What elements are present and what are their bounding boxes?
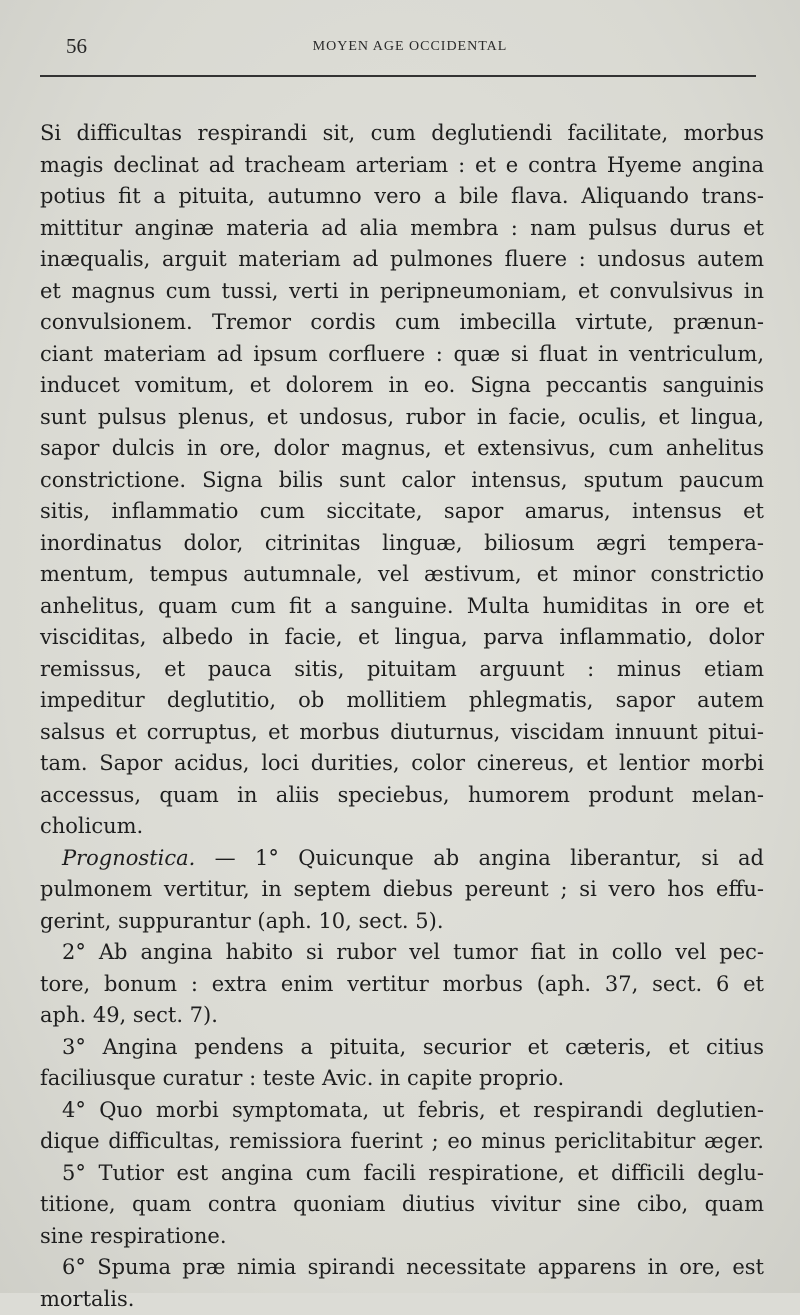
text-line: Si difficultas respirandi sit, cum deglutiendi facilitate, morbus <box>40 118 764 150</box>
paragraph <box>40 1095 764 1158</box>
text-line: mittitur anginæ materia ad alia membra : nam pulsus durus et <box>40 213 764 245</box>
paragraph <box>40 1158 764 1253</box>
text-line: tam. Sapor acidus, loci durities, color cinereus, et lentior morbi <box>40 748 764 780</box>
text-line: inæqualis, arguit materiam ad pulmones fluere : undosus autem <box>40 244 764 276</box>
paragraph <box>40 1252 764 1315</box>
text-line: inordinatus dolor, citrinitas linguæ, biliosum ægri tempera- <box>40 528 764 560</box>
header-rule <box>40 75 756 77</box>
text-run: — 1° Quicunque ab angina liberantur, si ad <box>195 846 764 870</box>
text-line: titione, quam contra quoniam diutius vivitur sine cibo, quam <box>40 1189 764 1221</box>
text-line: inducet vomitum, et dolorem in eo. Signa peccantis sanguinis <box>40 370 764 402</box>
text-line: sunt pulsus plenus, et undosus, rubor in facie, oculis, et lingua, <box>40 402 764 434</box>
text-line: sapor dulcis in ore, dolor magnus, et extensivus, cum anhelitus <box>40 433 764 465</box>
text-line: pulmonem vertitur, in septem diebus pereunt ; si vero hos effu- <box>40 874 764 906</box>
text-line: 2° Ab angina habito si rubor vel tumor fiat in collo vel pec- <box>40 937 764 969</box>
paragraph <box>40 1032 764 1095</box>
text-line: 3° Angina pendens a pituita, securior et cæteris, et citius <box>40 1032 764 1064</box>
paragraph <box>40 843 764 938</box>
text-line: potius fit a pituita, autumno vero a bile flava. Aliquando trans- <box>40 181 764 213</box>
page-number: 56 <box>66 34 87 59</box>
page-body <box>40 118 764 1315</box>
text-line: impeditur deglutitio, ob mollitiem phlegmatis, sapor autem <box>40 685 764 717</box>
text-line: constrictione. Signa bilis sunt calor intensus, sputum paucum <box>40 465 764 497</box>
text-line: sine respiratione. <box>40 1221 764 1253</box>
running-head: MOYEN AGE OCCIDENTAL <box>40 39 756 55</box>
text-line: faciliusque curatur : teste Avic. in capite proprio. <box>40 1063 764 1095</box>
text-line: 4° Quo morbi symptomata, ut febris, et respirandi deglutien- <box>40 1095 764 1127</box>
text-line: 6° Spuma præ nimia spirandi necessitate apparens in ore, est <box>40 1252 764 1284</box>
text-line: tore, bonum : extra enim vertitur morbus (aph. 37, sect. 6 et <box>40 969 764 1001</box>
text-line: 5° Tutior est angina cum facili respiratione, et difficili deglu- <box>40 1158 764 1190</box>
text-line: ciant materiam ad ipsum corfluere : quæ si fluat in ventriculum, <box>40 339 764 371</box>
text-line: cholicum. <box>40 811 764 843</box>
text-line: accessus, quam in aliis speciebus, humorem produnt melan- <box>40 780 764 812</box>
text-line: mentum, tempus autumnale, vel æstivum, et minor constrictio <box>40 559 764 591</box>
text-line: et magnus cum tussi, verti in peripneumoniam, et convulsivus in <box>40 276 764 308</box>
paragraph <box>40 118 764 843</box>
text-line: anhelitus, quam cum fit a sanguine. Multa humiditas in ore et <box>40 591 764 623</box>
text-line <box>40 843 764 875</box>
text-line: visciditas, albedo in facie, et lingua, parva inflammatio, dolor <box>40 622 764 654</box>
paragraph <box>40 937 764 1032</box>
text-line: sitis, inflammatio cum siccitate, sapor amarus, intensus et <box>40 496 764 528</box>
text-line: mortalis. <box>40 1284 764 1315</box>
text-line: gerint, suppurantur (aph. 10, sect. 5). <box>40 906 764 938</box>
text-line: remissus, et pauca sitis, pituitam arguunt : minus etiam <box>40 654 764 686</box>
section-label: Prognostica. <box>62 846 195 870</box>
text-line: convulsionem. Tremor cordis cum imbecilla virtute, prænun- <box>40 307 764 339</box>
text-line: magis declinat ad tracheam arteriam : et e contra Hyeme angina <box>40 150 764 182</box>
text-line: dique difficultas, remissiora fuerint ; eo minus periclitabitur æger. <box>40 1126 764 1158</box>
text-line: aph. 49, sect. 7). <box>40 1000 764 1032</box>
page-header <box>40 34 756 64</box>
text-line: salsus et corruptus, et morbus diuturnus, viscidam innuunt pitui- <box>40 717 764 749</box>
